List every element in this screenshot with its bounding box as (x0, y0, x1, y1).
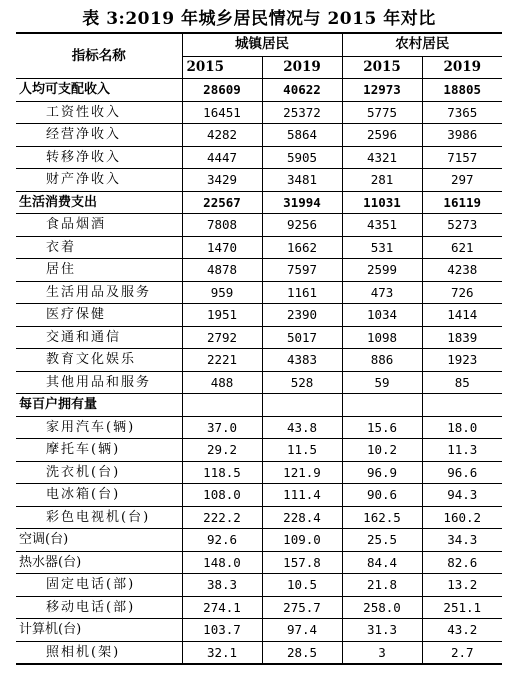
year-header: 2015 (342, 56, 422, 79)
year-header: 2015 (182, 56, 262, 79)
urban-header: 城镇居民 (182, 33, 342, 56)
table-row (16, 619, 502, 642)
row-label: 衣着 (16, 236, 182, 259)
cell-value: 251.1 (422, 596, 502, 619)
row-label: 空调(台) (16, 529, 182, 552)
cell-value: 25.5 (342, 529, 422, 552)
cell-value: 4321 (342, 146, 422, 169)
cell-value: 1839 (422, 326, 502, 349)
cell-value: 21.8 (342, 574, 422, 597)
row-label: 生活消费支出 (16, 191, 182, 214)
cell-value: 85 (422, 371, 502, 394)
cell-value: 228.4 (262, 506, 342, 529)
cell-value: 148.0 (182, 551, 262, 574)
cell-value: 22567 (182, 191, 262, 214)
cell-value: 1470 (182, 236, 262, 259)
cell-value: 16119 (422, 191, 502, 214)
cell-value: 160.2 (422, 506, 502, 529)
row-label: 食品烟酒 (16, 214, 182, 237)
cell-value (182, 394, 262, 417)
cell-value: 118.5 (182, 461, 262, 484)
row-label: 生活用品及服务 (16, 281, 182, 304)
cell-value: 162.5 (342, 506, 422, 529)
row-label: 家用汽车(辆) (16, 416, 182, 439)
cell-value: 28.5 (262, 641, 342, 664)
cell-value: 621 (422, 236, 502, 259)
cell-value: 1034 (342, 304, 422, 327)
cell-value: 4447 (182, 146, 262, 169)
table-row (16, 529, 502, 552)
cell-value: 13.2 (422, 574, 502, 597)
cell-value: 10.2 (342, 439, 422, 462)
table-row (16, 236, 502, 259)
cell-value: 4351 (342, 214, 422, 237)
row-label: 其他用品和服务 (16, 371, 182, 394)
cell-value: 157.8 (262, 551, 342, 574)
cell-value: 84.4 (342, 551, 422, 574)
table-row (16, 484, 502, 507)
cell-value: 7157 (422, 146, 502, 169)
cell-value: 1951 (182, 304, 262, 327)
cell-value: 31994 (262, 191, 342, 214)
table-row (16, 304, 502, 327)
cell-value: 275.7 (262, 596, 342, 619)
cell-value: 2599 (342, 259, 422, 282)
table-row (16, 259, 502, 282)
table-row (16, 416, 502, 439)
indicator-header: 指标名称 (16, 33, 182, 79)
cell-value: 38.3 (182, 574, 262, 597)
cell-value: 531 (342, 236, 422, 259)
row-label: 医疗保健 (16, 304, 182, 327)
cell-value: 4878 (182, 259, 262, 282)
cell-value: 473 (342, 281, 422, 304)
row-label: 交通和通信 (16, 326, 182, 349)
row-label: 彩色电视机(台) (16, 506, 182, 529)
cell-value: 297 (422, 169, 502, 192)
cell-value: 111.4 (262, 484, 342, 507)
cell-value (262, 394, 342, 417)
cell-value: 92.6 (182, 529, 262, 552)
cell-value: 43.8 (262, 416, 342, 439)
cell-value (342, 394, 422, 417)
comparison-table (16, 32, 502, 665)
cell-value: 18.0 (422, 416, 502, 439)
cell-value: 959 (182, 281, 262, 304)
row-label: 转移净收入 (16, 146, 182, 169)
rural-header: 农村居民 (342, 33, 502, 56)
cell-value: 3429 (182, 169, 262, 192)
cell-value: 7597 (262, 259, 342, 282)
table-row (16, 214, 502, 237)
table-row (16, 506, 502, 529)
table-row (16, 191, 502, 214)
year-header: 2019 (262, 56, 342, 79)
cell-value: 1098 (342, 326, 422, 349)
cell-value: 90.6 (342, 484, 422, 507)
table-row (16, 439, 502, 462)
cell-value: 7365 (422, 101, 502, 124)
cell-value: 5273 (422, 214, 502, 237)
cell-value: 5864 (262, 124, 342, 147)
row-label: 摩托车(辆) (16, 439, 182, 462)
row-label: 每百户拥有量 (16, 394, 182, 417)
cell-value: 10.5 (262, 574, 342, 597)
cell-value: 2390 (262, 304, 342, 327)
table-row (16, 641, 502, 664)
cell-value: 886 (342, 349, 422, 372)
row-label: 移动电话(部) (16, 596, 182, 619)
cell-value: 222.2 (182, 506, 262, 529)
row-label: 教育文化娱乐 (16, 349, 182, 372)
row-label: 电冰箱(台) (16, 484, 182, 507)
cell-value: 28609 (182, 79, 262, 102)
cell-value: 34.3 (422, 529, 502, 552)
cell-value (422, 394, 502, 417)
table-row (16, 551, 502, 574)
cell-value: 15.6 (342, 416, 422, 439)
table-row (16, 79, 502, 102)
cell-value: 96.6 (422, 461, 502, 484)
cell-value: 43.2 (422, 619, 502, 642)
cell-value: 9256 (262, 214, 342, 237)
cell-value: 258.0 (342, 596, 422, 619)
header-row-groups (16, 33, 502, 56)
cell-value: 40622 (262, 79, 342, 102)
cell-value: 5775 (342, 101, 422, 124)
cell-value: 4282 (182, 124, 262, 147)
cell-value: 4383 (262, 349, 342, 372)
cell-value: 274.1 (182, 596, 262, 619)
cell-value: 3986 (422, 124, 502, 147)
cell-value: 32.1 (182, 641, 262, 664)
cell-value: 281 (342, 169, 422, 192)
cell-value: 121.9 (262, 461, 342, 484)
cell-value: 2596 (342, 124, 422, 147)
cell-value: 103.7 (182, 619, 262, 642)
table-row (16, 394, 502, 417)
cell-value: 11.3 (422, 439, 502, 462)
cell-value: 1662 (262, 236, 342, 259)
cell-value: 109.0 (262, 529, 342, 552)
table-row (16, 281, 502, 304)
cell-value: 18805 (422, 79, 502, 102)
table-row (16, 124, 502, 147)
row-label: 经营净收入 (16, 124, 182, 147)
row-label: 工资性收入 (16, 101, 182, 124)
cell-value: 3481 (262, 169, 342, 192)
cell-value: 25372 (262, 101, 342, 124)
table-row (16, 169, 502, 192)
table-row (16, 101, 502, 124)
cell-value: 528 (262, 371, 342, 394)
table-row (16, 326, 502, 349)
cell-value: 97.4 (262, 619, 342, 642)
cell-value: 29.2 (182, 439, 262, 462)
cell-value: 2792 (182, 326, 262, 349)
cell-value: 96.9 (342, 461, 422, 484)
cell-value: 16451 (182, 101, 262, 124)
cell-value: 31.3 (342, 619, 422, 642)
row-label: 人均可支配收入 (16, 79, 182, 102)
cell-value: 12973 (342, 79, 422, 102)
table-row (16, 146, 502, 169)
year-header: 2019 (422, 56, 502, 79)
table-title: 表 3:2019 年城乡居民情况与 2015 年对比 (82, 9, 436, 29)
row-label: 洗衣机(台) (16, 461, 182, 484)
cell-value: 1161 (262, 281, 342, 304)
row-label: 居住 (16, 259, 182, 282)
cell-value: 37.0 (182, 416, 262, 439)
row-label: 热水器(台) (16, 551, 182, 574)
table-row (16, 371, 502, 394)
cell-value: 7808 (182, 214, 262, 237)
table-row (16, 349, 502, 372)
cell-value: 11031 (342, 191, 422, 214)
cell-value: 11.5 (262, 439, 342, 462)
cell-value: 3 (342, 641, 422, 664)
cell-value: 726 (422, 281, 502, 304)
cell-value: 59 (342, 371, 422, 394)
cell-value: 488 (182, 371, 262, 394)
table-row (16, 596, 502, 619)
cell-value: 1923 (422, 349, 502, 372)
row-label: 照相机(架) (16, 641, 182, 664)
cell-value: 1414 (422, 304, 502, 327)
cell-value: 108.0 (182, 484, 262, 507)
cell-value: 2.7 (422, 641, 502, 664)
cell-value: 94.3 (422, 484, 502, 507)
cell-value: 82.6 (422, 551, 502, 574)
cell-value: 5017 (262, 326, 342, 349)
cell-value: 4238 (422, 259, 502, 282)
row-label: 计算机(台) (16, 619, 182, 642)
row-label: 财产净收入 (16, 169, 182, 192)
table-row (16, 574, 502, 597)
row-label: 固定电话(部) (16, 574, 182, 597)
cell-value: 5905 (262, 146, 342, 169)
cell-value: 2221 (182, 349, 262, 372)
table-row (16, 461, 502, 484)
